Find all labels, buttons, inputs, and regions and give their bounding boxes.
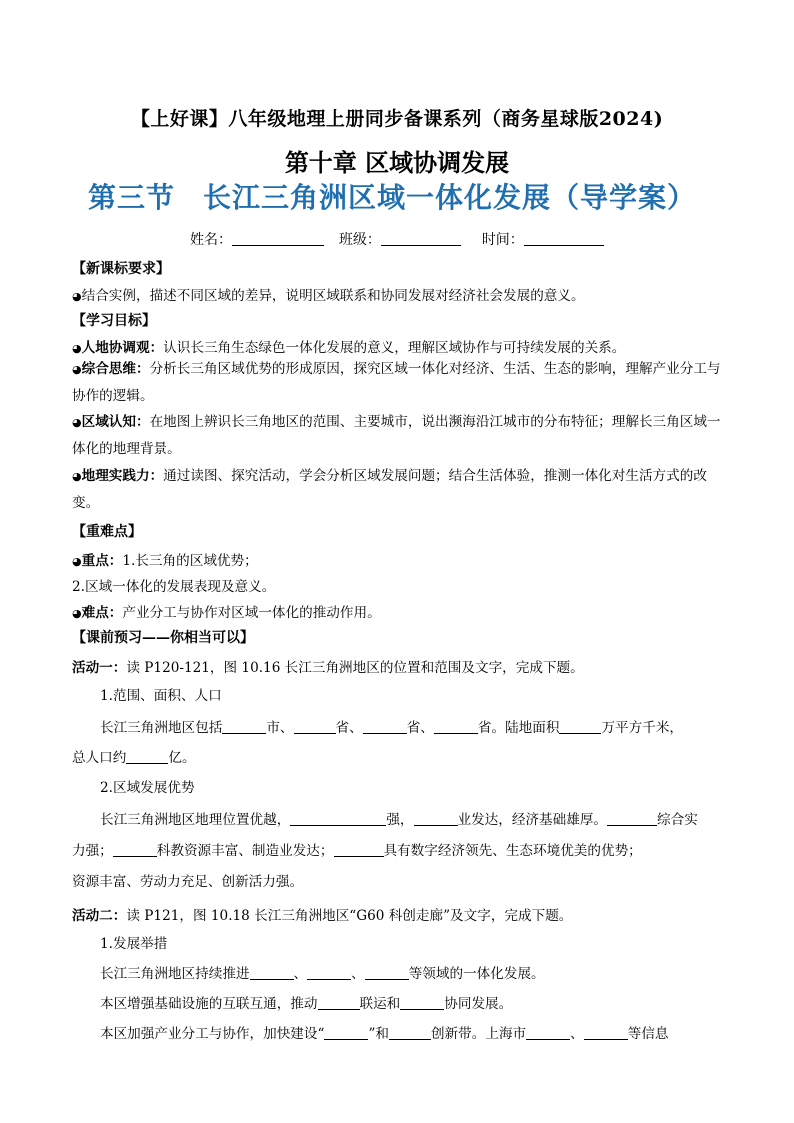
fill-text: 长江三角洲地区持续推进 — [100, 966, 250, 982]
fill-blank[interactable] — [126, 750, 168, 764]
fill-blank[interactable] — [334, 843, 384, 857]
fill-text: 本区加强产业分工与协作，加快建设“ — [100, 1026, 325, 1042]
fill-text: 力强； — [72, 843, 113, 859]
activity1-subtitle-1: 1.范围、面积、人口 — [100, 688, 222, 704]
objectives-heading: 【学习目标】 — [72, 313, 156, 329]
name-label: 姓名： — [190, 232, 232, 248]
bullet-icon: ◕ — [72, 363, 82, 376]
fill-text: 省。陆地面积 — [477, 720, 560, 736]
fill-text: 本区增强基础设施的互联互通，推动 — [100, 996, 318, 1012]
fill-blank[interactable] — [250, 966, 294, 980]
fill-blank[interactable] — [526, 1026, 570, 1040]
fill-blank[interactable] — [607, 812, 657, 826]
objective-text: 认识长三角生态绿色一体化发展的意义，理解区域协作与可持续发展的关系。 — [163, 340, 626, 356]
activity2-intro — [72, 904, 572, 924]
fill-text: 协同发展。 — [444, 996, 513, 1012]
bullet-icon: ◕ — [72, 607, 82, 620]
class-label: 班级： — [338, 232, 381, 248]
fill-blank[interactable] — [559, 720, 601, 734]
fill-text: 联运和 — [359, 996, 401, 1012]
bullet-icon: ◕ — [72, 290, 82, 303]
fill-blank[interactable] — [113, 843, 157, 857]
fill-blank[interactable] — [290, 812, 386, 826]
difficult-point-item — [72, 601, 381, 621]
fill-blank[interactable] — [434, 720, 478, 734]
fill-blank[interactable] — [389, 1026, 431, 1040]
objective-item — [72, 463, 726, 516]
fill-text: 市、 — [266, 720, 294, 736]
objective-label: 区域认知： — [81, 414, 150, 430]
curriculum-text — [72, 284, 585, 304]
fill-text: 创新带。上海市 — [431, 1026, 527, 1042]
key-text: 1.长三角的区域优势； — [122, 553, 258, 569]
series-title: 【上好课】八年级地理上册同步备课系列（商务星球版2024) — [130, 108, 664, 130]
activity2-fill-line — [100, 1022, 669, 1042]
fill-blank[interactable] — [294, 720, 336, 734]
bullet-icon: ◕ — [72, 342, 82, 355]
fill-text: 具有数字经济领先、生态环境优美的优势； — [383, 843, 642, 859]
activity1-intro — [72, 656, 584, 676]
fill-blank[interactable] — [363, 720, 407, 734]
activity2-subtitle-1: 1.发展举措 — [100, 936, 168, 952]
chapter-title: 第十章 区域协调发展 — [284, 148, 510, 177]
objective-text: 在地图上辨识长三角地区的范围、主要城市，说出濒海沿江城市的分布特征；理解长三角区域一体化的地理背景。 — [72, 414, 721, 457]
activity1-fill-line — [100, 808, 698, 828]
activity1-fill-line — [72, 839, 642, 859]
curriculum-heading: 【新课标要求】 — [72, 261, 170, 277]
difficult-label: 难点： — [81, 605, 123, 621]
preview-heading: 【课前预习——你相当可以】 — [72, 630, 254, 646]
difficult-text: 产业分工与协作对区域一体化的推动作用。 — [122, 605, 381, 621]
activity-intro-text: 读 P120-121，图 10.16 长江三角洲地区的位置和范围及文字，完成下题。 — [126, 660, 584, 676]
objective-item — [72, 336, 625, 356]
fill-text: 业发达，经济基础雄厚。 — [457, 812, 608, 828]
activity1-subtitle-2: 2.区域发展优势 — [100, 780, 195, 796]
fill-text: 省、 — [335, 720, 363, 736]
key-point-item — [72, 549, 258, 569]
fill-text: 、 — [293, 966, 308, 982]
fill-text: 万平方千米， — [601, 720, 684, 736]
activity1-fill-line: 资源丰富、劳动力充足、创新活力强。 — [72, 874, 304, 890]
student-info-line — [190, 229, 604, 249]
objective-item — [72, 409, 726, 462]
key-label: 重点： — [81, 553, 123, 569]
activity1-fill-line — [100, 716, 683, 736]
time-label: 时间： — [481, 232, 524, 248]
fill-text: 强， — [386, 812, 414, 828]
fill-text: 等信息 — [627, 1026, 669, 1042]
objective-text: 通过读图、探究活动，学会分析区域发展问题；结合生活体验，推测一体化对生活方式的改变。 — [72, 468, 707, 511]
fill-blank[interactable] — [318, 996, 360, 1010]
key-points-heading: 【重难点】 — [72, 524, 142, 540]
fill-text: 、 — [570, 1026, 584, 1042]
fill-blank[interactable] — [400, 996, 444, 1010]
objective-item — [72, 356, 726, 409]
objective-text: 分析长三角区域优势的形成原因，探究区域一体化对经济、生活、生态的影响，理解产业分工与协作的逻辑。 — [72, 361, 721, 404]
fill-text: 综合实 — [657, 812, 698, 828]
activity-label: 活动二： — [72, 908, 127, 924]
fill-blank[interactable] — [307, 966, 351, 980]
fill-text: 总人口约 — [72, 750, 127, 766]
fill-text: 等领域的一体化发展。 — [408, 966, 545, 982]
objective-label: 人地协调观： — [81, 340, 164, 356]
fill-text: 科教资源丰富、制造业发达； — [156, 843, 334, 859]
objective-label: 地理实践力： — [81, 468, 164, 484]
curriculum-text-body: 结合实例，描述不同区域的差异，说明区域联系和协同发展对经济社会发展的意义。 — [81, 288, 585, 304]
activity-label: 活动一： — [72, 660, 127, 676]
section-number: 第三节 — [88, 181, 176, 214]
bullet-icon: ◕ — [72, 555, 82, 568]
activity1-fill-line — [72, 746, 196, 766]
fill-blank[interactable] — [584, 1026, 628, 1040]
bullet-icon: ◕ — [72, 470, 82, 483]
fill-text: ”和 — [368, 1026, 389, 1042]
name-blank[interactable] — [232, 231, 324, 246]
fill-blank[interactable] — [324, 1026, 368, 1040]
fill-text: 、 — [351, 966, 365, 982]
fill-blank[interactable] — [365, 966, 409, 980]
key-point-item: 2.区域一体化的发展表现及意义。 — [72, 579, 276, 595]
activity2-fill-line — [100, 992, 512, 1012]
section-name: 长江三角洲区域一体化发展（导学案） — [203, 181, 697, 214]
fill-text: 长江三角洲地区包括 — [100, 720, 223, 736]
fill-text: 省、 — [406, 720, 434, 736]
bullet-icon: ◕ — [72, 416, 82, 429]
fill-text: 长江三角洲地区地理位置优越， — [100, 812, 291, 828]
objective-label: 综合思维： — [81, 361, 150, 377]
fill-text: 亿。 — [168, 750, 196, 766]
fill-blank[interactable] — [414, 812, 458, 826]
time-blank[interactable] — [524, 231, 604, 246]
activity-intro-text: 读 P121，图 10.18 长江三角洲地区“G60 科创走廊”及文字，完成下题。 — [126, 908, 573, 924]
activity2-fill-line — [100, 962, 545, 982]
class-blank[interactable] — [381, 231, 461, 246]
fill-blank[interactable] — [222, 720, 266, 734]
section-title — [88, 176, 728, 216]
